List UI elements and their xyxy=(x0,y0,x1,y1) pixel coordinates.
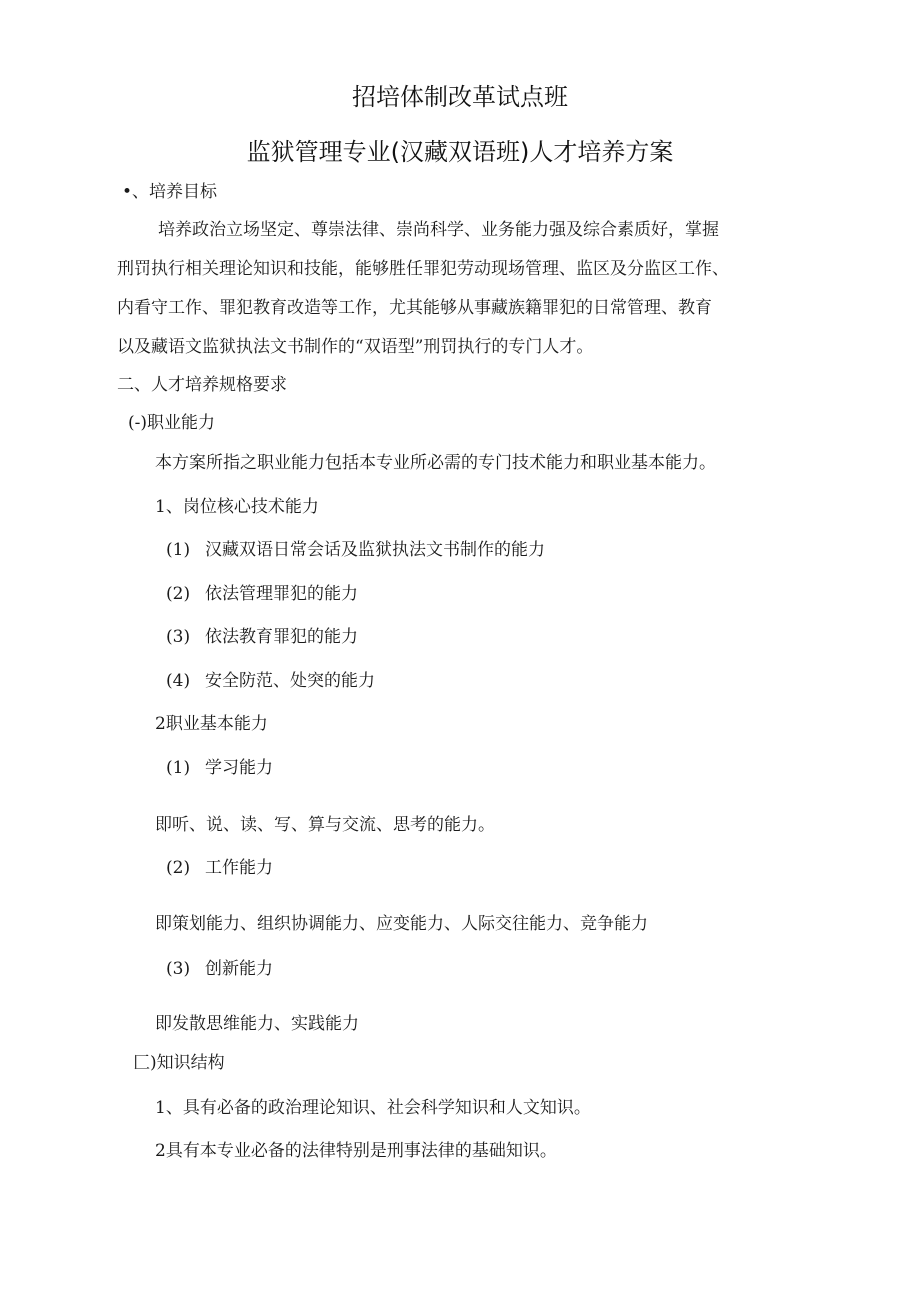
list-item-text: 汉藏双语日常会话及监狱执法文书制作的能力 xyxy=(205,540,545,560)
list-item-number: (1) xyxy=(166,758,191,778)
subsection-heading-vocational-ability: (-)职业能力 xyxy=(128,413,216,433)
list-item-text: 学习能力 xyxy=(205,758,273,778)
list-item xyxy=(166,857,273,879)
paragraph-line: 内看守工作、罪犯教育改造等工作，尤其能够从事藏族籍罪犯的日常管理、教育 xyxy=(117,298,712,318)
list-item xyxy=(166,670,375,692)
section-heading-requirements: 二、人才培养规格要求 xyxy=(117,375,287,395)
list-item xyxy=(166,626,358,648)
list-heading-core-ability: 1、岗位核心技术能力 xyxy=(155,497,319,517)
list-item-text: 安全防范、处突的能力 xyxy=(205,671,375,691)
list-item-number: (4) xyxy=(166,671,191,691)
document-title-line2: 监狱管理专业(汉藏双语班)人才培养方案 xyxy=(246,138,674,166)
section-heading-training-goal: •、培养目标 xyxy=(122,182,218,202)
list-heading-basic-ability: 2职业基本能力 xyxy=(155,714,268,734)
list-item-number: (3) xyxy=(166,959,191,979)
paragraph-line: 1、具有必备的政治理论知识、社会科学知识和人文知识。 xyxy=(155,1098,591,1118)
subsection-heading-knowledge-structure: 匚)知识结构 xyxy=(133,1053,225,1073)
paragraph-line: 本方案所指之职业能力包括本专业所必需的专门技术能力和职业基本能力。 xyxy=(155,453,716,473)
list-item-number: (3) xyxy=(166,627,191,647)
document-title-line1: 招培体制改革试点班 xyxy=(352,83,568,111)
paragraph-line: 刑罚执行相关理论知识和技能，能够胜任罪犯劳动现场管理、监区及分监区工作、 xyxy=(117,259,729,279)
list-item xyxy=(166,583,358,605)
list-item xyxy=(166,539,545,561)
list-item-text: 依法教育罪犯的能力 xyxy=(205,627,358,647)
list-item-text: 工作能力 xyxy=(205,858,273,878)
list-item-number: (2) xyxy=(166,858,191,878)
list-item-text: 依法管理罪犯的能力 xyxy=(205,584,358,604)
list-item xyxy=(166,757,273,779)
paragraph-line: 培养政治立场坚定、尊崇法律、崇尚科学、业务能力强及综合素质好，掌握 xyxy=(158,220,719,240)
list-item xyxy=(166,958,273,980)
list-item-number: (1) xyxy=(166,540,191,560)
list-item-description: 即策划能力、组织协调能力、应变能力、人际交往能力、竞争能力 xyxy=(155,914,648,934)
list-item-description: 即听、说、读、写、算与交流、思考的能力。 xyxy=(155,815,495,835)
list-item-description: 即发散思维能力、实践能力 xyxy=(155,1014,359,1034)
list-item-number: (2) xyxy=(166,584,191,604)
list-item-text: 创新能力 xyxy=(205,959,273,979)
paragraph-line: 以及藏语文监狱执法文书制作的“双语型”刑罚执行的专门人才。 xyxy=(117,337,594,357)
paragraph-line: 2具有本专业必备的法律特别是刑事法律的基础知识。 xyxy=(155,1141,557,1161)
